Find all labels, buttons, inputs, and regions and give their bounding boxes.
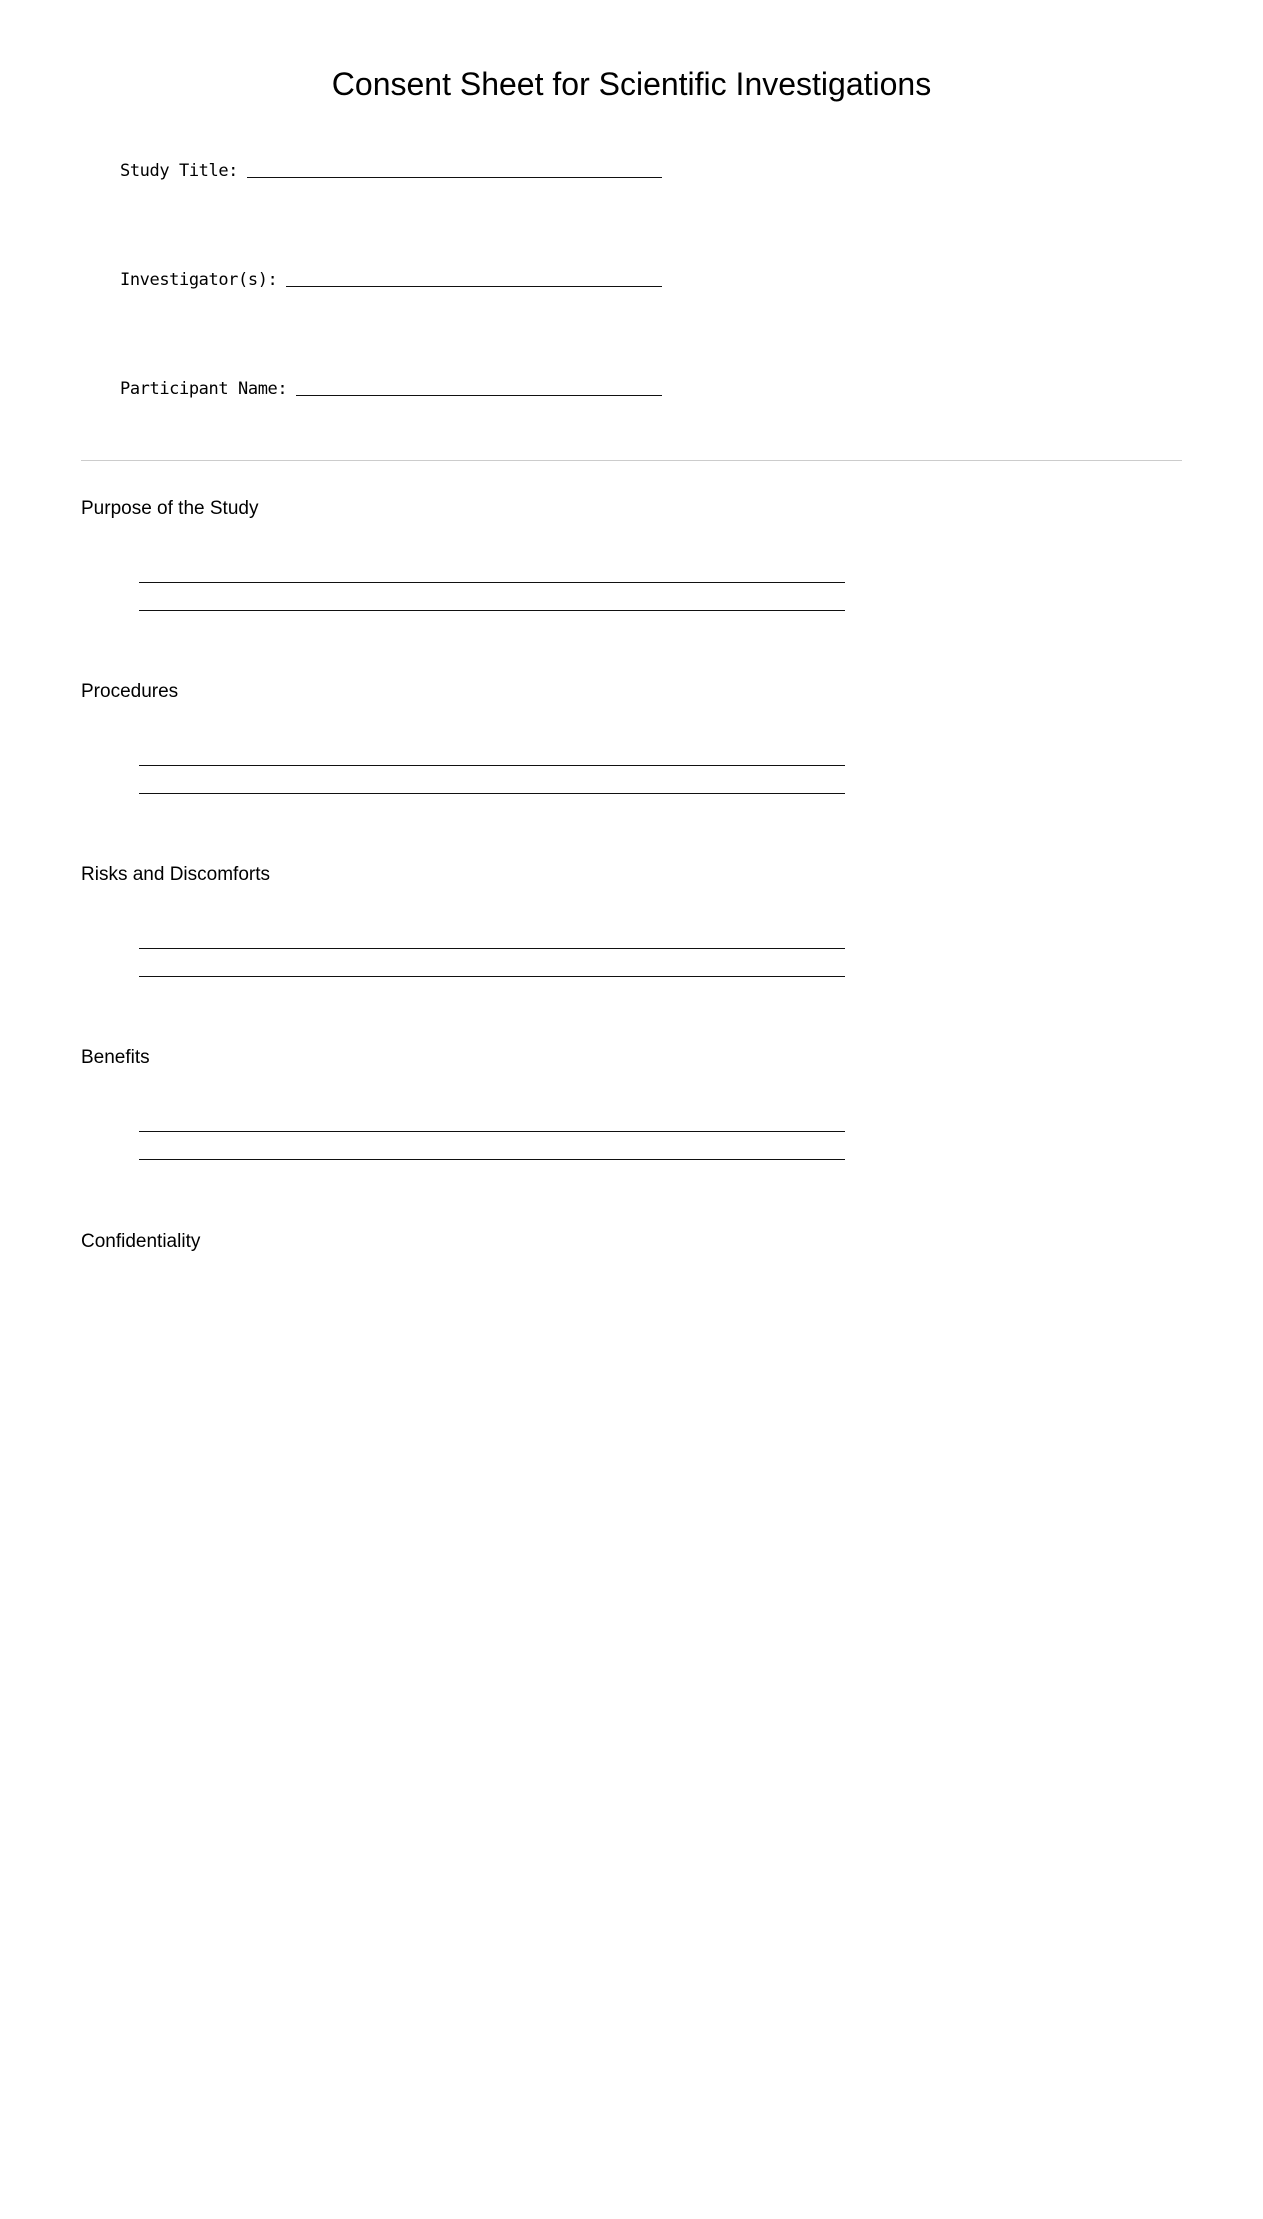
section-heading-benefits: Benefits <box>81 1047 150 1068</box>
section-heading-procedures: Procedures <box>81 681 179 702</box>
participant-name-label: Participant Name: <box>120 379 288 399</box>
study-title-field <box>120 158 662 182</box>
purpose-line-1[interactable] <box>139 582 845 583</box>
document-title: Consent Sheet for Scientific Investigations <box>331 66 932 102</box>
investigators-field <box>120 267 662 291</box>
risks-line-2[interactable] <box>139 976 845 977</box>
risks-line-1[interactable] <box>139 948 845 949</box>
procedures-line-1[interactable] <box>139 765 845 766</box>
section-heading-purpose: Purpose of the Study <box>81 498 259 519</box>
section-heading-risks: Risks and Discomforts <box>81 864 270 885</box>
benefits-line-1[interactable] <box>139 1131 845 1132</box>
benefits-line-2[interactable] <box>139 1159 845 1160</box>
section-heading-confidentiality: Confidentiality <box>81 1231 201 1252</box>
participant-name-blank[interactable] <box>296 395 662 396</box>
section-divider <box>81 460 1182 461</box>
study-title-label: Study Title: <box>120 161 239 181</box>
purpose-line-2[interactable] <box>139 610 845 611</box>
study-title-blank[interactable] <box>247 177 662 178</box>
investigators-blank[interactable] <box>286 286 662 287</box>
participant-name-field <box>120 376 662 400</box>
investigators-label: Investigator(s): <box>120 270 278 290</box>
procedures-line-2[interactable] <box>139 793 845 794</box>
